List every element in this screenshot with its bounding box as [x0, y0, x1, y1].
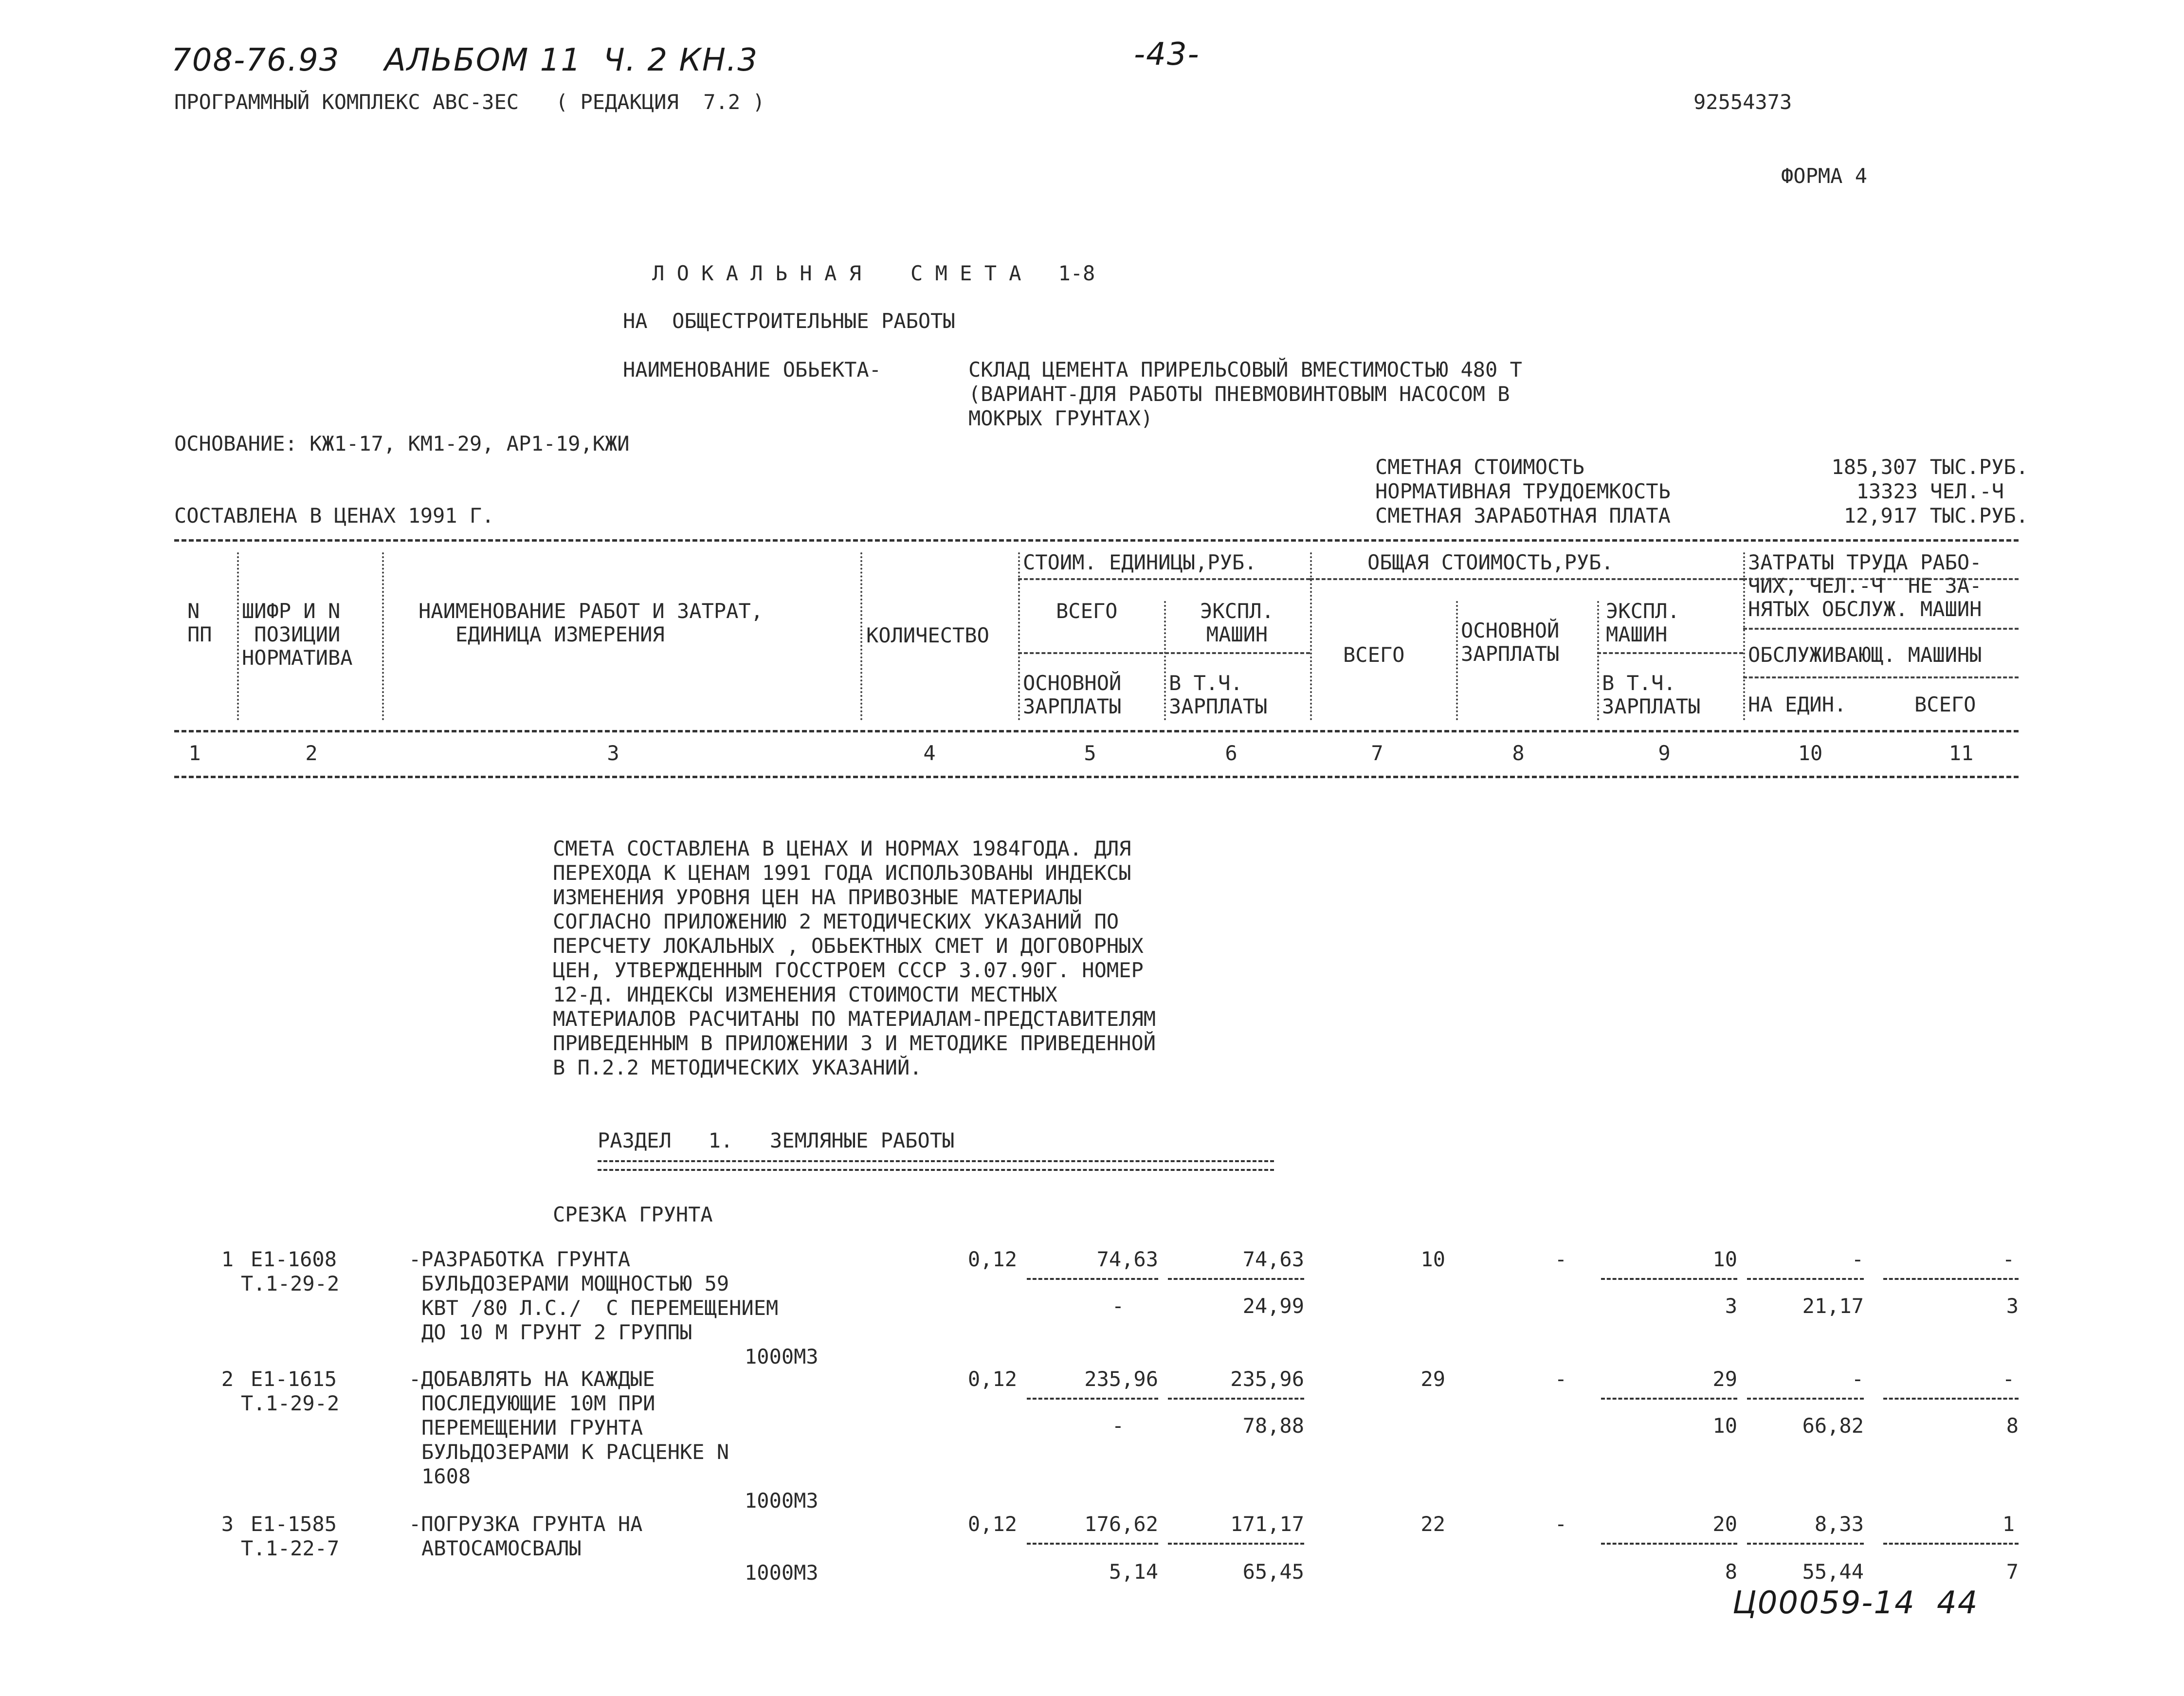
note-line: В П.2.2 МЕТОДИЧЕСКИХ УКАЗАНИЙ.: [553, 1056, 922, 1079]
row-number: 3: [221, 1512, 234, 1536]
row-unit-total: 176,62: [1084, 1512, 1158, 1536]
row-quantity: 0,12: [967, 1512, 1017, 1536]
row-labor-service-total: 8: [2006, 1414, 2019, 1438]
row-ref: Т.1-29-2: [241, 1272, 340, 1295]
tot-wages-header: ОСНОВНОЙ ЗАРПЛАТЫ: [1461, 619, 1560, 666]
column-number: 6: [1225, 741, 1238, 765]
col-divider: [237, 552, 239, 720]
column-number: 4: [923, 741, 936, 765]
labor-total-header: ВСЕГО: [1914, 693, 1976, 716]
summary-label-2: НОРМАТИВНАЯ ТРУДОЕМКОСТЬ: [1375, 479, 1671, 503]
col-code-header: ШИФР И N ПОЗИЦИИ НОРМАТИВА: [242, 599, 353, 670]
row-quantity: 0,12: [967, 1367, 1017, 1391]
table-numbers-rule: [174, 776, 2019, 778]
summary-value-2: 13323 ЧЕЛ.-Ч: [1856, 479, 2004, 503]
row-incl: 8: [1725, 1560, 1737, 1584]
table-top-rule: [174, 539, 2019, 542]
header-subrule: [1018, 578, 1310, 580]
row-name: БУЛЬДОЗЕРАМИ МОЩНОСТЬЮ 59: [421, 1272, 729, 1295]
section-title: РАЗДЕЛ 1. ЗЕМЛЯНЫЕ РАБОТЫ: [598, 1129, 955, 1152]
row-name: ПОСЛЕДУЮЩИЕ 10М ПРИ: [421, 1391, 655, 1415]
row-unit: 1000М3: [745, 1489, 819, 1513]
handwritten-inventory-number: Ц00059-14: [1732, 1585, 1915, 1621]
unit-wages-header: ОСНОВНОЙ ЗАРПЛАТЫ: [1023, 671, 1122, 718]
row-unit-machines: 235,96: [1230, 1367, 1304, 1391]
row-labor-total: -: [2002, 1367, 2015, 1391]
row-subrule: [1168, 1398, 1304, 1400]
col-n-header: N ПП: [187, 599, 212, 646]
handwritten-code: 708-76.93: [171, 42, 340, 78]
row-labor-service-total: 7: [2006, 1560, 2019, 1584]
summary-value-1: 185,307 ТЫС.РУБ.: [1831, 455, 2028, 479]
row-machines: 10: [1712, 1247, 1737, 1271]
note-line: ИЗМЕНЕНИЯ УРОВНЯ ЦЕН НА ПРИВОЗНЫЕ МАТЕРИАЛЫ: [553, 885, 1082, 909]
note-line: МАТЕРИАЛОВ РАСЧИТАНЫ ПО МАТЕРИАЛАМ-ПРЕДСТАВИТЕЛЯМ: [553, 1007, 1156, 1031]
row-labor-service-unit: 55,44: [1802, 1560, 1864, 1584]
col-divider: [382, 552, 384, 720]
row-unit-incl: 65,45: [1242, 1560, 1304, 1584]
col-name-header: НАИМЕНОВАНИЕ РАБОТ И ЗАТРАТ, ЕДИНИЦА ИЗМЕРЕНИЯ: [419, 599, 764, 646]
row-name: -ДОБАВЛЯТЬ НА КАЖДЫЕ: [409, 1367, 655, 1391]
row-unit-incl: 24,99: [1242, 1294, 1304, 1318]
row-labor-service-unit: 21,17: [1802, 1294, 1864, 1318]
row-name: ДО 10 М ГРУНТ 2 ГРУППЫ: [421, 1320, 692, 1344]
row-subrule: [1747, 1543, 1864, 1545]
doc-number: 92554373: [1693, 90, 1792, 114]
row-subrule: [1027, 1398, 1158, 1400]
handwritten-sheet-number: 44: [1937, 1585, 1979, 1621]
labor-service-header: ОБСЛУЖИВАЮЩ. МАШИНЫ: [1748, 643, 1982, 667]
row-name: АВТОСАМОСВАЛЫ: [421, 1536, 582, 1560]
row-unit-incl: 78,88: [1242, 1414, 1304, 1438]
row-labor-total: 1: [2002, 1512, 2015, 1536]
unit-incl-header: В Т.Ч. ЗАРПЛАТЫ: [1169, 671, 1268, 718]
row-subrule: [1747, 1398, 1864, 1400]
column-number: 2: [305, 741, 318, 765]
col-qty-header: КОЛИЧЕСТВО: [866, 623, 989, 647]
program-header: ПРОГРАММНЫЙ КОМПЛЕКС АВС-3ЕС ( РЕДАКЦИЯ 7.2 ): [174, 90, 765, 114]
row-subrule: [1168, 1278, 1304, 1280]
column-number: 11: [1948, 741, 1974, 765]
row-unit-machines: 171,17: [1230, 1512, 1304, 1536]
row-number: 1: [221, 1247, 234, 1271]
header-subrule: [1018, 652, 1310, 654]
row-name: КВТ /80 Л.С./ С ПЕРЕМЕЩЕНИЕМ: [421, 1296, 779, 1320]
object-label: НАИМЕНОВАНИЕ ОБЬЕКТА-: [623, 358, 882, 382]
column-number: 3: [607, 741, 619, 765]
row-subrule: [1027, 1543, 1158, 1545]
estimate-subtitle: НА ОБЩЕСТРОИТЕЛЬНЫЕ РАБОТЫ: [623, 309, 955, 333]
table-header-rule: [174, 730, 2019, 732]
row-labor-service-total: 3: [2006, 1294, 2019, 1318]
row-incl: 3: [1725, 1294, 1737, 1318]
header-subrule: [1597, 652, 1743, 654]
row-subrule: [1168, 1543, 1304, 1545]
row-name: БУЛЬДОЗЕРАМИ К РАСЦЕНКЕ N: [421, 1440, 729, 1464]
column-number: 7: [1371, 741, 1383, 765]
handwritten-page-number: -43-: [1134, 36, 1200, 73]
tot-total-header: ВСЕГО: [1343, 643, 1405, 667]
column-number: 9: [1658, 741, 1671, 765]
subsection-title: СРЕЗКА ГРУНТА: [553, 1203, 713, 1226]
unit-total-header: ВСЕГО: [1056, 599, 1118, 623]
row-wages: -: [1554, 1247, 1567, 1271]
row-unit-machines: 74,63: [1242, 1247, 1304, 1271]
row-name: ПЕРЕМЕЩЕНИИ ГРУНТА: [421, 1416, 643, 1440]
row-unit: 1000М3: [745, 1345, 819, 1368]
row-name: -РАЗРАБОТКА ГРУНТА: [409, 1247, 631, 1271]
summary-label-3: СМЕТНАЯ ЗАРАБОТНАЯ ПЛАТА: [1375, 504, 1671, 528]
row-labor-unit: -: [1851, 1367, 1864, 1391]
row-total: 10: [1420, 1247, 1445, 1271]
basis: ОСНОВАНИЕ: КЖ1-17, КМ1-29, АР1-19,КЖИ: [174, 432, 630, 456]
note-line: СМЕТА СОСТАВЛЕНА В ЦЕНАХ И НОРМАХ 1984ГОДА. ДЛЯ: [553, 837, 1131, 860]
handwritten-album: АЛЬБОМ 11 Ч. 2 КН.3: [384, 42, 759, 78]
row-code: Е1-1608: [251, 1247, 337, 1271]
row-labor-unit: -: [1851, 1247, 1864, 1271]
column-number: 10: [1798, 741, 1823, 765]
column-number: 8: [1512, 741, 1525, 765]
section-underline: [598, 1160, 1274, 1171]
row-ref: Т.1-29-2: [241, 1391, 340, 1415]
header-subrule: [1310, 578, 1743, 580]
column-number: 1: [188, 741, 201, 765]
header-subrule: [1743, 628, 2019, 630]
col-divider: [1597, 601, 1599, 720]
row-labor-unit: 8,33: [1814, 1512, 1864, 1536]
labor-header: ЗАТРАТЫ ТРУДА РАБО- ЧИХ, ЧЕЛ.-Ч НЕ ЗА- НЯТЫХ ОБСЛУЖ. МАШИН: [1748, 550, 1982, 621]
note-line: 12-Д. ИНДЕКСЫ ИЗМЕНЕНИЯ СТОИМОСТИ МЕСТНЫХ: [553, 983, 1057, 1006]
row-subrule: [1883, 1278, 2019, 1280]
object-name-3: МОКРЫХ ГРУНТАХ): [968, 406, 1153, 430]
row-unit-wages: 5,14: [1109, 1560, 1158, 1584]
row-unit: 1000М3: [745, 1561, 819, 1585]
note-line: СОГЛАСНО ПРИЛОЖЕНИЮ 2 МЕТОДИЧЕСКИХ УКАЗАНИЙ ПО: [553, 910, 1119, 933]
row-unit-total: 74,63: [1096, 1247, 1158, 1271]
form-label: ФОРМА 4: [1781, 164, 1868, 188]
row-wages: -: [1554, 1512, 1567, 1536]
row-total: 29: [1420, 1367, 1445, 1391]
row-quantity: 0,12: [967, 1247, 1017, 1271]
row-code: Е1-1615: [251, 1367, 337, 1391]
header-subrule: [1743, 578, 2019, 580]
note-line: ПЕРСЧЕТУ ЛОКАЛЬНЫХ , ОБЬЕКТНЫХ СМЕТ И ДОГОВОРНЫХ: [553, 934, 1144, 958]
row-name: -ПОГРУЗКА ГРУНТА НА: [409, 1512, 643, 1536]
note-line: ЦЕН, УТВЕРЖДЕННЫМ ГОССТРОЕМ СССР 3.07.90Г. НОМЕР: [553, 958, 1144, 982]
note-line: ПЕРЕХОДА К ЦЕНАМ 1991 ГОДА ИСПОЛЬЗОВАНЫ ИНДЕКСЫ: [553, 861, 1131, 885]
estimate-title: Л О К А Л Ь Н А Я С М Е Т А 1-8: [652, 261, 1095, 285]
prices-year: СОСТАВЛЕНА В ЦЕНАХ 1991 Г.: [174, 504, 494, 528]
row-subrule: [1601, 1398, 1737, 1400]
per-unit-header: НА ЕДИН.: [1748, 693, 1847, 716]
row-unit-wages: -: [1111, 1294, 1124, 1318]
row-unit-total: 235,96: [1084, 1367, 1158, 1391]
col-divider: [1456, 601, 1458, 720]
object-name-1: СКЛАД ЦЕМЕНТА ПРИРЕЛЬСОВЫЙ ВМЕСТИМОСТЬЮ 480 Т: [968, 358, 1522, 382]
row-subrule: [1027, 1278, 1158, 1280]
object-name-2: (ВАРИАНТ-ДЛЯ РАБОТЫ ПНЕВМОВИНТОВЫМ НАСОСОМ В: [968, 382, 1510, 406]
row-wages: -: [1554, 1367, 1567, 1391]
note-line: ПРИВЕДЕННЫМ В ПРИЛОЖЕНИИ 3 И МЕТОДИКЕ ПРИВЕДЕННОЙ: [553, 1031, 1156, 1055]
row-code: Е1-1585: [251, 1512, 337, 1536]
row-total: 22: [1420, 1512, 1445, 1536]
row-subrule: [1883, 1543, 2019, 1545]
row-incl: 10: [1712, 1414, 1737, 1438]
col-divider: [860, 552, 862, 720]
row-name: 1608: [421, 1464, 471, 1488]
row-number: 2: [221, 1367, 234, 1391]
col-divider: [1310, 552, 1312, 720]
row-labor-total: -: [2002, 1247, 2015, 1271]
header-subrule: [1743, 676, 2019, 678]
unit-cost-header: СТОИМ. ЕДИНИЦЫ,РУБ.: [1023, 550, 1257, 574]
row-ref: Т.1-22-7: [241, 1536, 340, 1560]
unit-machines-header: ЭКСПЛ. МАШИН: [1200, 599, 1274, 646]
col-divider: [1018, 552, 1020, 720]
row-subrule: [1601, 1543, 1737, 1545]
col-divider: [1164, 601, 1166, 720]
row-subrule: [1747, 1278, 1864, 1280]
row-subrule: [1601, 1278, 1737, 1280]
row-machines: 20: [1712, 1512, 1737, 1536]
total-cost-header: ОБЩАЯ СТОИМОСТЬ,РУБ.: [1367, 550, 1614, 574]
tot-machines-header: ЭКСПЛ. МАШИН: [1606, 599, 1680, 646]
tot-incl-header: В Т.Ч. ЗАРПЛАТЫ: [1602, 671, 1701, 718]
row-machines: 29: [1712, 1367, 1737, 1391]
row-labor-service-unit: 66,82: [1802, 1414, 1864, 1438]
column-number: 5: [1084, 741, 1096, 765]
col-divider: [1743, 552, 1745, 720]
summary-label-1: СМЕТНАЯ СТОИМОСТЬ: [1375, 455, 1584, 479]
row-unit-wages: -: [1111, 1414, 1124, 1438]
summary-value-3: 12,917 ТЫС.РУБ.: [1843, 504, 2028, 528]
row-subrule: [1883, 1398, 2019, 1400]
